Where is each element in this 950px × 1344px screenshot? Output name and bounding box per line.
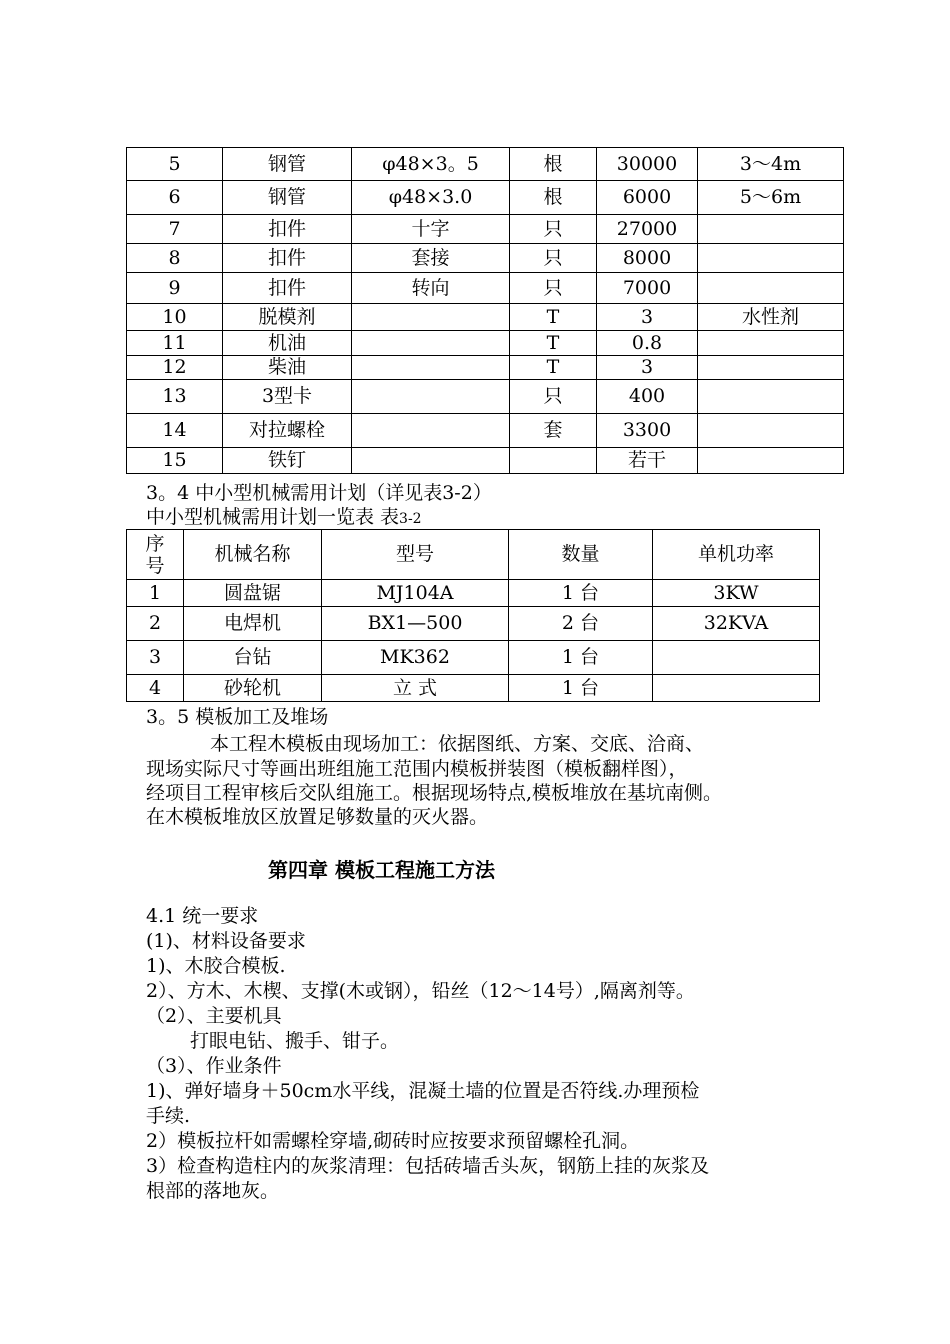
table-cell: [352, 331, 510, 356]
table-cell: 32KVA: [653, 607, 820, 641]
table-cell: 6: [127, 181, 223, 215]
table-cell: 台钻: [184, 641, 322, 675]
table-cell: 30000: [597, 148, 698, 181]
table-header-cell: 序号: [127, 530, 184, 580]
table-cell: 套: [510, 414, 597, 448]
table-cell: 机油: [223, 331, 352, 356]
table-cell: 立 式: [322, 675, 509, 702]
table-cell: 1: [127, 580, 184, 607]
table-cell: BX1—500: [322, 607, 509, 641]
table-cell: [653, 641, 820, 675]
table-row: [127, 148, 844, 181]
table-cell: 转向: [352, 273, 510, 304]
table-cell: T: [510, 304, 597, 331]
table-cell: MJ104A: [322, 580, 509, 607]
table-cell: 钢管: [223, 148, 352, 181]
table-cell: 5～6m: [698, 181, 844, 215]
table-row: [127, 448, 844, 474]
body-line: 2）模板拉杆如需螺栓穿墙,砌砖时应按要求预留螺栓孔洞。: [146, 1130, 640, 1152]
table-cell: 14: [127, 414, 223, 448]
table-cell: 3: [597, 356, 698, 380]
table-cell: 8000: [597, 244, 698, 273]
caption-number: 3-2: [399, 511, 422, 527]
table-cell: 扣件: [223, 244, 352, 273]
table-cell: 7: [127, 215, 223, 244]
body-line: (1)、材料设备要求: [146, 930, 306, 952]
table-cell: [698, 331, 844, 356]
table2-caption: [146, 505, 422, 532]
table-cell: 15: [127, 448, 223, 474]
table-cell: 若干: [597, 448, 698, 474]
section-3-5-title: 3。5 模板加工及堆场: [146, 706, 329, 728]
table-header-row: [127, 530, 820, 580]
table-row: [127, 641, 820, 675]
table-cell: 只: [510, 273, 597, 304]
table-row: [127, 380, 844, 414]
table-cell: 3型卡: [223, 380, 352, 414]
table-cell: 3: [127, 641, 184, 675]
table-cell: [510, 448, 597, 474]
table-cell: 根: [510, 148, 597, 181]
table-cell: 只: [510, 244, 597, 273]
table-cell: [352, 304, 510, 331]
table-cell: [352, 414, 510, 448]
table-row: [127, 414, 844, 448]
table-cell: 6000: [597, 181, 698, 215]
table-cell: 3～4m: [698, 148, 844, 181]
table-header-cell: 数量: [509, 530, 653, 580]
table-row: [127, 356, 844, 380]
body-line: 手续.: [146, 1105, 191, 1127]
table-cell: 钢管: [223, 181, 352, 215]
table-cell: [352, 448, 510, 474]
paragraph-line: 现场实际尺寸等画出班组施工范围内模板拼装图（模板翻样图），: [146, 758, 688, 780]
table-cell: 27000: [597, 215, 698, 244]
table-cell: 铁钉: [223, 448, 352, 474]
table-cell: [352, 380, 510, 414]
paragraph-line: 经项目工程审核后交队组施工。根据现场特点,模板堆放在基坑南侧。: [146, 782, 723, 804]
table-cell: 2 台: [509, 607, 653, 641]
table-cell: [698, 273, 844, 304]
body-line: （3）、作业条件: [146, 1055, 282, 1077]
body-line: 3）检查构造柱内的灰浆清理：包括砖墙舌头灰，钢筋上挂的灰浆及: [146, 1155, 710, 1177]
paragraph-line: 本工程木模板由现场加工：依据图纸、方案、交底、洽商、: [210, 733, 705, 755]
table-cell: 十字: [352, 215, 510, 244]
table-cell: 1 台: [509, 641, 653, 675]
table-cell: 9: [127, 273, 223, 304]
body-line: 2）、方木、木楔、支撑(木或钢），铅丝（12～14号）,隔离剂等。: [146, 980, 695, 1002]
table-cell: 1 台: [509, 580, 653, 607]
table-cell: 圆盘锯: [184, 580, 322, 607]
table-cell: 只: [510, 380, 597, 414]
table-cell: 套接: [352, 244, 510, 273]
body-line: （2）、主要机具: [146, 1005, 282, 1027]
table-cell: 5: [127, 148, 223, 181]
table-cell: 3: [597, 304, 698, 331]
table-cell: 4: [127, 675, 184, 702]
table-cell: [698, 414, 844, 448]
table-cell: MK362: [322, 641, 509, 675]
table-cell: 400: [597, 380, 698, 414]
table-cell: T: [510, 356, 597, 380]
body-line: 1)、弹好墙身＋50cm水平线，混凝土墙的位置是否符线.办理预检: [146, 1080, 700, 1102]
table-header-cell: 机械名称: [184, 530, 322, 580]
table-cell: φ48×3.0: [352, 181, 510, 215]
table-cell: T: [510, 331, 597, 356]
table-cell: 1 台: [509, 675, 653, 702]
table-cell: 7000: [597, 273, 698, 304]
table-cell: 10: [127, 304, 223, 331]
caption-text: 中小型机械需用计划一览表 表: [146, 506, 400, 528]
paragraph-line: 在木模板堆放区放置足够数量的灭火器。: [146, 806, 489, 828]
table-cell: 只: [510, 215, 597, 244]
table-row: [127, 181, 844, 215]
section-4-1-title: 4.1 统一要求: [146, 905, 259, 927]
table-cell: [698, 380, 844, 414]
table-cell: 8: [127, 244, 223, 273]
table-cell: 扣件: [223, 215, 352, 244]
table-row: [127, 273, 844, 304]
table-cell: [698, 448, 844, 474]
body-line: 打眼电钻、搬手、钳子。: [190, 1030, 400, 1052]
table-cell: [698, 244, 844, 273]
table-row: [127, 304, 844, 331]
table-cell: 2: [127, 607, 184, 641]
table-cell: 扣件: [223, 273, 352, 304]
table-cell: 水性剂: [698, 304, 844, 331]
machinery-table: [126, 529, 820, 702]
table-cell: 11: [127, 331, 223, 356]
table-cell: 13: [127, 380, 223, 414]
body-line: 1)、木胶合模板.: [146, 955, 286, 977]
table-row: [127, 580, 820, 607]
table-row: [127, 675, 820, 702]
table-cell: 砂轮机: [184, 675, 322, 702]
table-header-cell: 单机功率: [653, 530, 820, 580]
table-row: [127, 331, 844, 356]
section-3-4-title: 3。4 中小型机械需用计划（详见表3-2）: [146, 482, 492, 504]
table-cell: 脱模剂: [223, 304, 352, 331]
table-row: [127, 244, 844, 273]
table-cell: 电焊机: [184, 607, 322, 641]
chapter-title: 第四章 模板工程施工方法: [268, 858, 495, 882]
table-cell: φ48×3。5: [352, 148, 510, 181]
table-row: [127, 215, 844, 244]
table-cell: 3300: [597, 414, 698, 448]
table-cell: [698, 215, 844, 244]
table-cell: 0.8: [597, 331, 698, 356]
table-cell: 对拉螺栓: [223, 414, 352, 448]
materials-table: [126, 147, 844, 474]
table-cell: [653, 675, 820, 702]
table-header-cell: 型号: [322, 530, 509, 580]
table-cell: 根: [510, 181, 597, 215]
table-row: [127, 607, 820, 641]
table-cell: [698, 356, 844, 380]
table-cell: 柴油: [223, 356, 352, 380]
table-cell: [352, 356, 510, 380]
table-cell: 3KW: [653, 580, 820, 607]
table-cell: 12: [127, 356, 223, 380]
body-line: 根部的落地灰。: [146, 1180, 280, 1202]
